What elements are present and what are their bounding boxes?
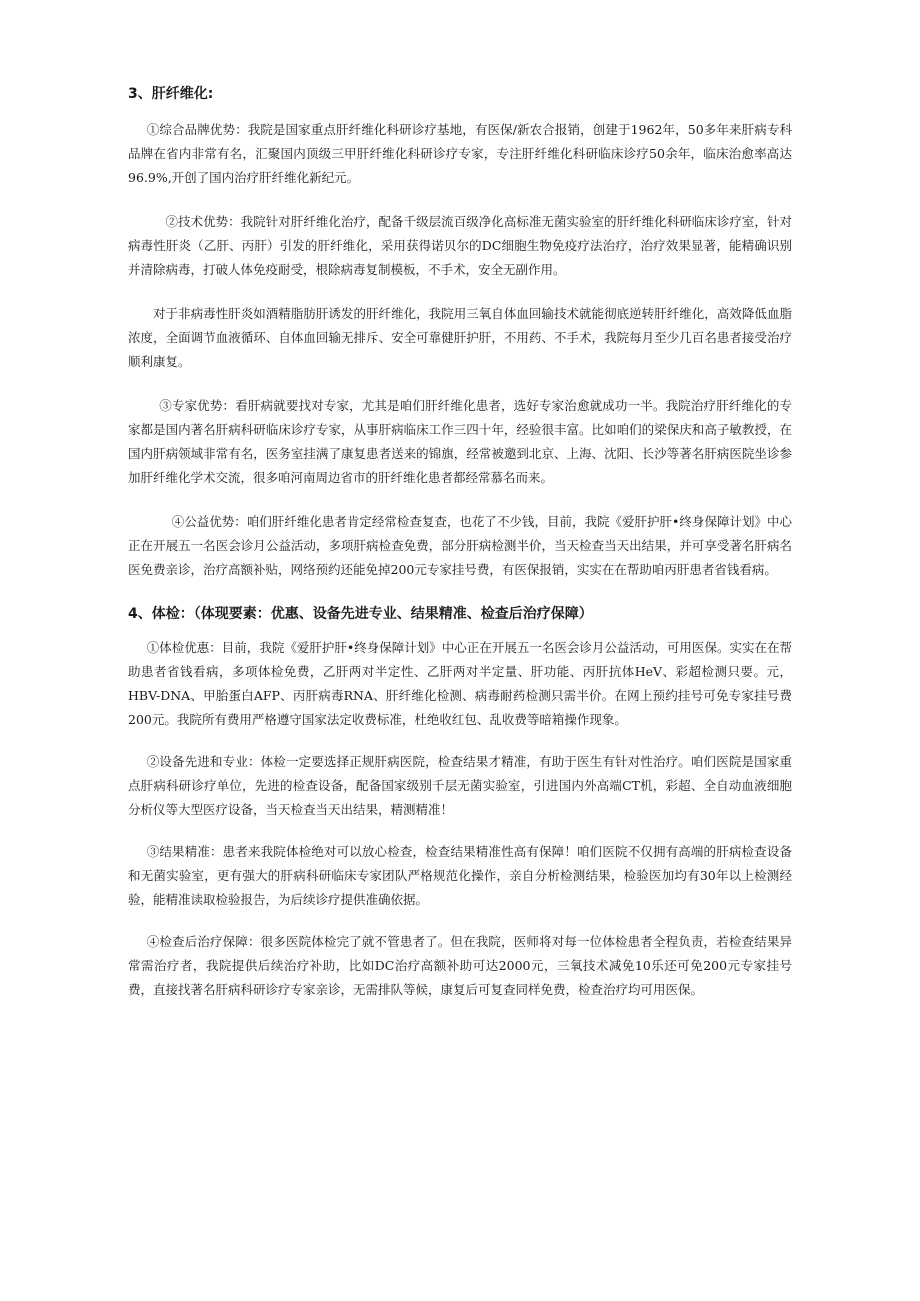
section-3-paragraph-2: ②技术优势：我院针对肝纤维化治疗，配备千级层流百级净化高标准无菌实验室的肝纤维化科研临床诊疗室，针对病毒性肝炎（乙肝、丙肝）引发的肝纤维化，采用获得诺贝尔的DC细胞生物免疫疗法治疗，治疗效果显著，能精确识别并清除病毒，打破人体免疫耐受，根除病毒复制模板，不手术，安全无副作用。 <box>128 214 792 277</box>
section-4-paragraph-1: ①体检优惠：目前，我院《爱肝护肝•终身保障计划》中心正在开展五一名医会诊月公益活动，可用医保。实实在在帮助患者省钱看病，多项体检免费，乙肝两对半定性、乙肝两对半定量、肝功能、丙肝抗体HeV、彩超检测只要。元，HBV-DNA、甲胎蛋白AFP、丙肝病毒RNA、肝纤维化检测、病毒耐药检测只需半价。在网上预约挂号可免专家挂号费200元。我院所有费用严格遵守国家法定收费标准，杜绝收红包、乱收费等暗箱操作现象。 <box>128 640 792 727</box>
section-4-paragraph-2: ②设备先进和专业：体检一定要选择正规肝病医院，检查结果才精准，有助于医生有针对性治疗。咱们医院是国家重点肝病科研诊疗单位，先进的检查设备，配备国家级别千层无菌实验室，引进国内外高端CT机，彩超、全自动血液细胞分析仪等大型医疗设备，当天检查当天出结果，精测精准！ <box>128 754 792 817</box>
section-3-paragraph-1: ①综合品牌优势：我院是国家重点肝纤维化科研诊疗基地，有医保/新农合报销，创建于1962年，50多年来肝病专科品牌在省内非常有名，汇聚国内顶级三甲肝纤维化科研诊疗专家，专注肝纤维化科研临床诊疗50余年，临床治愈率高达96.9%,开创了国内治疗肝纤维化新纪元。 <box>128 122 792 185</box>
section-4-heading: 4、体检：（体现要素：优惠、设备先进专业、结果精准、检查后治疗保障） <box>128 606 593 622</box>
section-3-heading: 3、肝纤维化: <box>128 86 214 102</box>
section-3-paragraph-4: ③专家优势：看肝病就要找对专家，尤其是咱们肝纤维化患者，选好专家治愈就成功一半。我院治疗肝纤维化的专家都是国内著名肝病科研临床诊疗专家，从事肝病临床工作三四十年，经验很丰富。比如咱们的梁保庆和高子敏教授，在国内肝病领域非常有名，医务室挂满了康复患者送来的锦旗，经常被邀到北京、上海、沈阳、长沙等著名肝病医院坐诊参加肝纤维化学术交流，很多咱河南周边省市的肝纤维化患者都经常慕名而来。 <box>128 398 792 485</box>
document-page <box>128 82 792 1020</box>
section-3-paragraph-3: 对于非病毒性肝炎如酒精脂肪肝诱发的肝纤维化，我院用三氧自体血回输技术就能彻底逆转肝纤维化，高效降低血脂浓度，全面调节血液循环、自体血回输无排斥、安全可靠健肝护肝，不用药、不手术，我院每月至少几百名患者接受治疗顺利康复。 <box>128 306 792 369</box>
section-3-paragraph-5: ④公益优势：咱们肝纤维化患者肯定经常检查复查，也花了不少钱，目前，我院《爱肝护肝•终身保障计划》中心正在开展五一名医会诊月公益活动，多项肝病检查免费，部分肝病检测半价，当天检查当天出结果，并可享受著名肝病名医免费亲诊，治疗高额补贴，网络预约还能免掉200元专家挂号费，有医保报销，实实在在帮助咱丙肝患者省钱看病。 <box>128 514 792 577</box>
section-4-paragraph-4: ④检查后治疗保障：很多医院体检完了就不管患者了。但在我院，医师将对每一位体检患者全程负责，若检查结果异常需治疗者，我院提供后续治疗补助，比如DC治疗高额补助可达2000元，三氧技术减免10乐还可免200元专家挂号费，直接找著名肝病科研诊疗专家亲诊，无需排队等候，康复后可复查同样免费，检查治疗均可用医保。 <box>128 934 792 997</box>
section-4-paragraph-3: ③结果精准：患者来我院体检绝对可以放心检查，检查结果精准性高有保障！咱们医院不仅拥有高端的肝病检查设备和无菌实验室，更有强大的肝病科研临床专家团队严格规范化操作，亲自分析检测结果，检验医加均有30年以上检测经验，能精准读取检验报告，为后续诊疗提供准确依据。 <box>128 844 792 907</box>
